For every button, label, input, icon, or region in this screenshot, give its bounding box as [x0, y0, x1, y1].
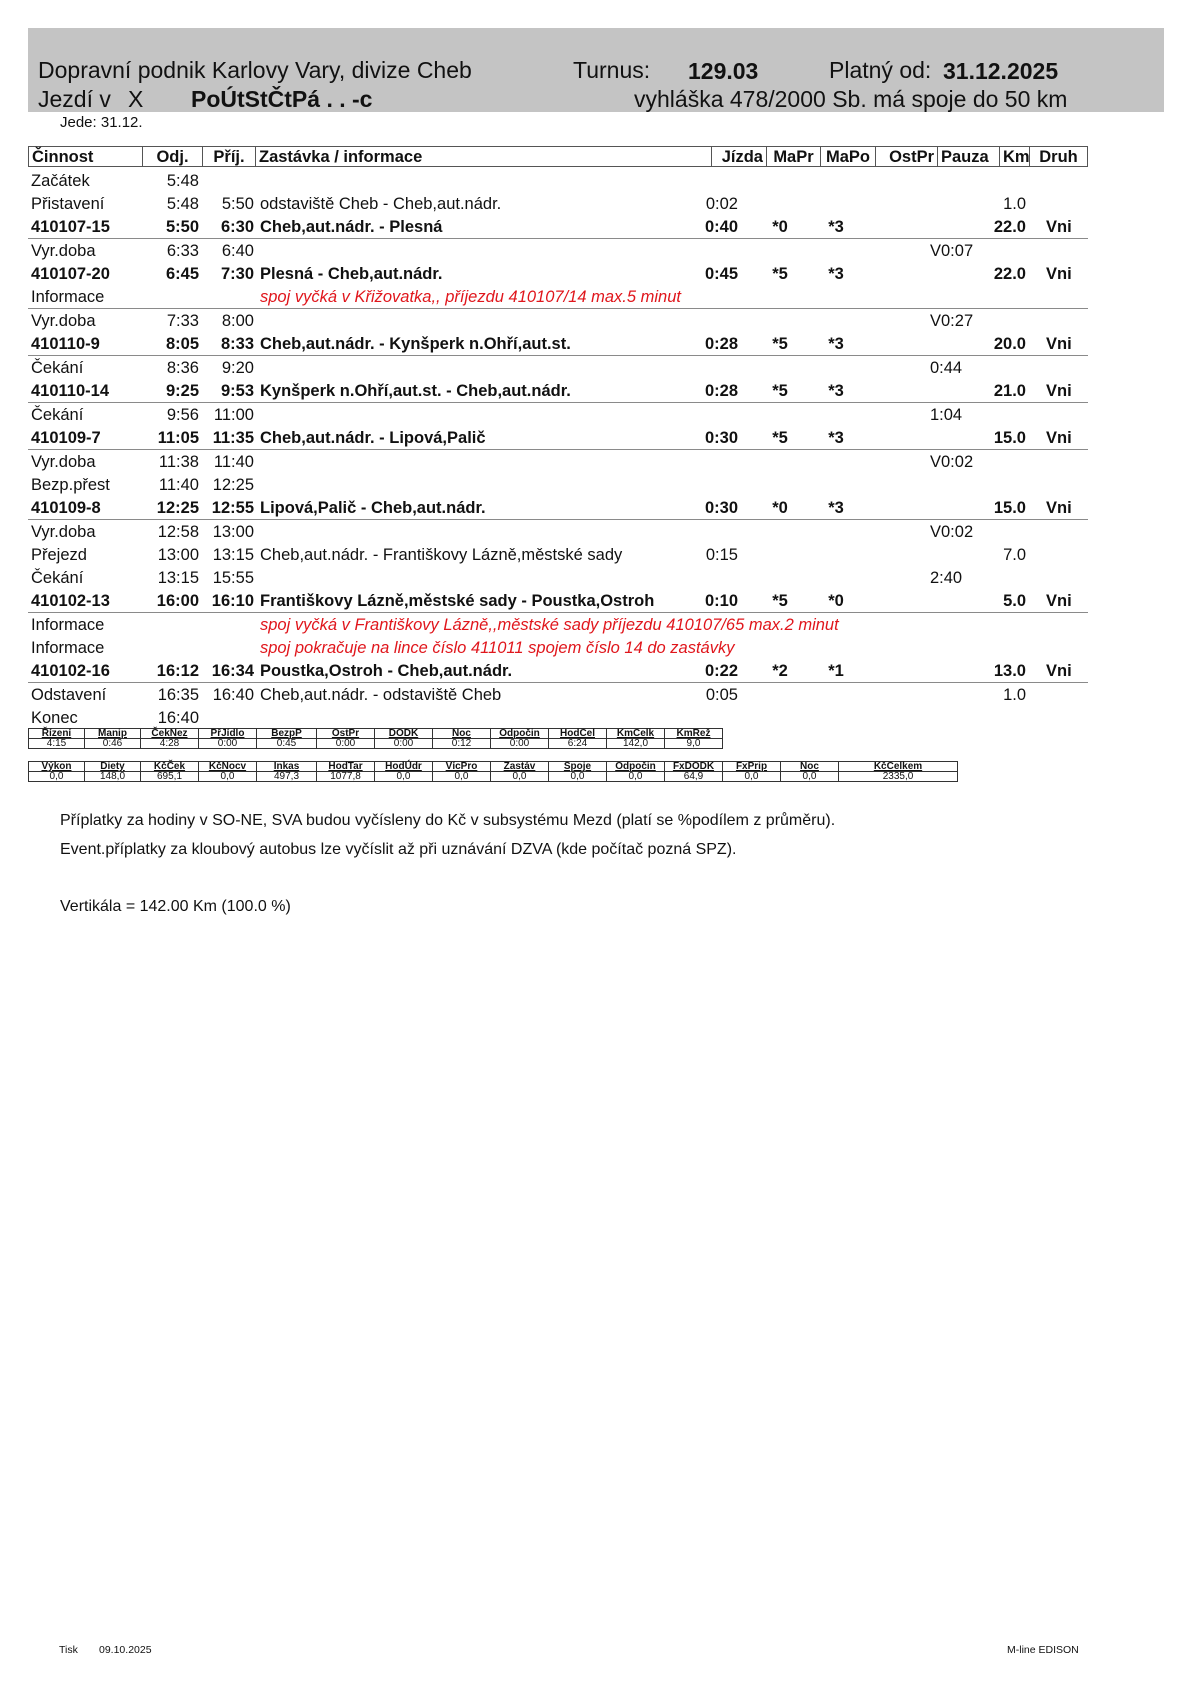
cell-jizda: 0:10 [704, 592, 738, 610]
cell-odj: 5:48 [166, 172, 199, 190]
cell-cinnost: 410102-13 [31, 592, 110, 610]
table-row [28, 239, 1088, 262]
col-ostpr: OstPr [875, 146, 937, 167]
table-header [28, 146, 1088, 169]
cell-mapo: *3 [828, 429, 844, 447]
cell-druh: Vni [1046, 592, 1072, 610]
summary-value: 0:00 [317, 739, 375, 749]
summary-value-row [29, 739, 723, 749]
summary-value: 0,0 [375, 772, 433, 782]
platny-label: Platný od: [829, 57, 932, 83]
table-row [28, 683, 1088, 706]
summary-value: 148,0 [85, 772, 141, 782]
cell-druh: Vni [1046, 499, 1072, 517]
cell-pri: 7:30 [220, 265, 254, 283]
cell-odj: 16:40 [157, 709, 199, 727]
cell-pri: 8:00 [221, 312, 254, 330]
cell-pauza: V0:02 [930, 523, 974, 541]
summary-value: 4:15 [29, 739, 85, 749]
col-pri: Příj. [202, 146, 255, 167]
summary-value: 0:46 [85, 739, 141, 749]
cell-odj: 11:05 [157, 429, 199, 447]
col-jizda: Jízda [711, 146, 766, 167]
cell-jizda: 0:28 [704, 335, 738, 353]
cell-km: 15.0 [993, 499, 1026, 517]
cell-odj: 13:15 [157, 569, 199, 587]
summary-header: HodCel [549, 729, 607, 739]
jezdi-x: X [128, 86, 144, 112]
summary-value: 0:12 [433, 739, 491, 749]
cell-zastavka: Cheb,aut.nádr. - Lipová,Palič [260, 429, 486, 447]
cell-pauza: 0:44 [930, 359, 963, 377]
cell-pri: 11:00 [213, 406, 254, 424]
cell-mapo: *3 [828, 382, 844, 400]
cell-odj: 13:00 [157, 546, 199, 564]
cell-cinnost: 410107-15 [31, 218, 110, 236]
cell-zastavka: Cheb,aut.nádr. - Plesná [260, 218, 443, 236]
table-body [28, 169, 1088, 729]
cell-info: spoj vyčká v Křižovatka,, příjezdu 410107/14 max.5 minut [260, 288, 681, 306]
cell-odj: 6:45 [165, 265, 199, 283]
cell-pri: 8:33 [220, 335, 254, 353]
tisk-label: Tisk [59, 1644, 78, 1656]
info-row [28, 636, 1088, 659]
table-row [28, 379, 1088, 403]
summary-value: 4:28 [141, 739, 199, 749]
cell-jizda: 0:02 [705, 195, 738, 213]
summary-value: 0,0 [433, 772, 491, 782]
summary-value: 0:00 [199, 739, 257, 749]
col-mapo: MaPo [820, 146, 875, 167]
cell-zastavka: Lipová,Palič - Cheb,aut.nádr. [260, 499, 486, 517]
cell-cinnost: Začátek [31, 172, 90, 190]
cell-druh: Vni [1046, 382, 1072, 400]
schedule-table [28, 146, 1088, 729]
summary-value: 9,0 [665, 739, 723, 749]
cell-zastavka: odstaviště Cheb - Cheb,aut.nádr. [260, 195, 502, 213]
cell-pri: 9:20 [221, 359, 254, 377]
table-row [28, 309, 1088, 332]
cell-cinnost: 410107-20 [31, 265, 110, 283]
cell-druh: Vni [1046, 429, 1072, 447]
cell-odj: 16:35 [157, 686, 199, 704]
info-row [28, 285, 1088, 309]
table-row [28, 215, 1088, 239]
summary-header: HodTar [317, 762, 375, 772]
cell-pauza: 2:40 [930, 569, 963, 587]
cell-pri: 16:10 [211, 592, 254, 610]
cell-info: spoj pokračuje na lince číslo 411011 spojem číslo 14 do zastávky [260, 639, 735, 657]
summary-value: 0,0 [491, 772, 549, 782]
cell-cinnost: Odstavení [31, 686, 107, 704]
cell-cinnost: Přejezd [31, 546, 87, 564]
cell-mapo: *0 [828, 592, 844, 610]
col-mapr: MaPr [766, 146, 820, 167]
summary-header: Manip [85, 729, 141, 739]
cell-mapo: *3 [828, 218, 844, 236]
summary-header: BezpP [257, 729, 317, 739]
table-row [28, 262, 1088, 285]
cell-cinnost: Informace [31, 639, 105, 657]
cell-odj: 8:36 [166, 359, 199, 377]
cell-cinnost: Vyr.doba [31, 312, 96, 330]
cell-mapr: *5 [772, 592, 788, 610]
cell-pri: 13:15 [212, 546, 254, 564]
summary-header: Noc [433, 729, 491, 739]
cell-cinnost: Informace [31, 288, 105, 306]
summary-header: KčCelkem [839, 762, 958, 772]
table-row [28, 496, 1088, 520]
summary-value: 497,3 [257, 772, 317, 782]
table-row [28, 332, 1088, 356]
cell-cinnost: Čekání [31, 569, 84, 587]
summary-header: PřJídlo [199, 729, 257, 739]
cell-odj: 9:25 [165, 382, 199, 400]
summary-header: KčNocv [199, 762, 257, 772]
cell-zastavka: Plesná - Cheb,aut.nádr. [260, 265, 443, 283]
cell-jizda: 0:22 [704, 662, 738, 680]
summary-table-2 [28, 761, 958, 782]
summary-value: 142,0 [607, 739, 665, 749]
cell-jizda: 0:30 [704, 499, 738, 517]
summary-header: Odpočin [491, 729, 549, 739]
cell-cinnost: Vyr.doba [31, 242, 96, 260]
company-name: Dopravní podnik Karlovy Vary, divize Cheb [38, 57, 472, 83]
col-druh: Druh [1029, 146, 1088, 167]
summary-header: KčČek [141, 762, 199, 772]
cell-jizda: 0:28 [704, 382, 738, 400]
cell-cinnost: 410109-7 [31, 429, 101, 447]
summary-header: KmCelk [607, 729, 665, 739]
cell-mapr: *5 [772, 429, 788, 447]
footer-brand: M-line EDISON [1007, 1644, 1079, 1656]
summary-header: FxDODK [665, 762, 723, 772]
summary-header: OstPr [317, 729, 375, 739]
info-row [28, 613, 1088, 636]
cell-km: 21.0 [993, 382, 1026, 400]
cell-pri: 5:50 [221, 195, 254, 213]
turnus-label: Turnus: [573, 57, 651, 83]
cell-cinnost: Přistavení [31, 195, 105, 213]
cell-mapr: *5 [772, 265, 788, 283]
note-line-1: Příplatky za hodiny v SO-NE, SVA budou vyčísleny do Kč v subsystému Mezd (platí se %podílem z průměru). [60, 812, 836, 829]
summary-value: 0:00 [491, 739, 549, 749]
table-row [28, 520, 1088, 543]
cell-km: 22.0 [993, 218, 1026, 236]
cell-cinnost: Konec [31, 709, 78, 727]
summary-value: 1077,8 [317, 772, 375, 782]
cell-jizda: 0:40 [704, 218, 738, 236]
cell-odj: 11:40 [158, 476, 199, 494]
cell-druh: Vni [1046, 265, 1072, 283]
cell-pri: 11:35 [212, 429, 254, 447]
cell-mapr: *0 [772, 499, 788, 517]
summary-value: 695,1 [141, 772, 199, 782]
table-row [28, 450, 1088, 473]
summary-table-1 [28, 728, 723, 749]
cell-pri: 15:55 [212, 569, 254, 587]
col-zastavka: Zastávka / informace [255, 146, 711, 167]
cell-mapr: *5 [772, 382, 788, 400]
cell-zastavka: Kynšperk n.Ohří,aut.st. - Cheb,aut.nádr. [260, 382, 571, 400]
summary-value: 0,0 [607, 772, 665, 782]
cell-odj: 11:38 [158, 453, 199, 471]
summary-header-row [29, 762, 958, 772]
cell-zastavka: Františkovy Lázně,městské sady - Poustka,Ostroh [260, 592, 655, 610]
cell-odj: 5:50 [165, 218, 199, 236]
cell-km: 1.0 [1003, 195, 1026, 213]
cell-pauza: V0:02 [930, 453, 974, 471]
summary-value: 0,0 [29, 772, 85, 782]
cell-km: 5.0 [1003, 592, 1026, 610]
cell-odj: 7:33 [166, 312, 199, 330]
summary-header-row [29, 729, 723, 739]
operating-days: PoÚtStČtPá . . -c [191, 86, 373, 112]
table-row [28, 473, 1088, 496]
cell-cinnost: 410110-9 [31, 335, 100, 353]
cell-mapo: *1 [828, 662, 844, 680]
cell-pri: 13:00 [212, 523, 254, 541]
summary-value: 0,0 [723, 772, 781, 782]
vertikala: Vertikála = 142.00 Km (100.0 %) [60, 898, 291, 915]
cell-pri: 11:40 [213, 453, 254, 471]
platny-value: 31.12.2025 [943, 58, 1059, 84]
summary-header: ČekNez [141, 729, 199, 739]
summary-value: 0,0 [781, 772, 839, 782]
cell-mapr: *5 [772, 335, 788, 353]
summary-header: Výkon [29, 762, 85, 772]
cell-cinnost: Bezp.přest [31, 476, 110, 494]
cell-zastavka: Cheb,aut.nádr. - Kynšperk n.Ohří,aut.st. [260, 335, 571, 353]
table-row [28, 356, 1088, 379]
cell-cinnost: 410102-16 [31, 662, 110, 680]
summary-header: DODK [375, 729, 433, 739]
cell-odj: 6:33 [166, 242, 199, 260]
summary-value: 0,0 [199, 772, 257, 782]
summary-header: FxPrip [723, 762, 781, 772]
cell-km: 15.0 [993, 429, 1026, 447]
cell-km: 20.0 [993, 335, 1026, 353]
cell-mapo: *3 [828, 335, 844, 353]
cell-pauza: 1:04 [930, 406, 963, 424]
table-row [28, 706, 1088, 729]
cell-pauza: V0:07 [930, 242, 974, 260]
summary-value: 0:00 [375, 739, 433, 749]
cell-odj: 5:48 [166, 195, 199, 213]
cell-pauza: V0:27 [930, 312, 974, 330]
cell-cinnost: Informace [31, 616, 105, 634]
summary-value: 64,9 [665, 772, 723, 782]
summary-header: KmRež [665, 729, 723, 739]
cell-km: 1.0 [1003, 686, 1026, 704]
summary-header: Odpočin [607, 762, 665, 772]
summary-header: Diety [85, 762, 141, 772]
cell-km: 13.0 [993, 662, 1026, 680]
cell-druh: Vni [1046, 218, 1072, 236]
cell-cinnost: 410110-14 [31, 382, 109, 400]
cell-cinnost: 410109-8 [31, 499, 101, 517]
col-cinnost: Činnost [28, 146, 142, 167]
summary-header: Inkas [257, 762, 317, 772]
cell-zastavka: Poustka,Ostroh - Cheb,aut.nádr. [260, 662, 513, 680]
summary-header: VícPro [433, 762, 491, 772]
cell-pri: 6:30 [220, 218, 254, 236]
table-row [28, 589, 1088, 613]
tisk-date: 09.10.2025 [99, 1644, 152, 1656]
table-row [28, 426, 1088, 450]
cell-mapr: *0 [772, 218, 788, 236]
cell-km: 7.0 [1003, 546, 1026, 564]
cell-zastavka: Cheb,aut.nádr. - odstaviště Cheb [260, 686, 502, 704]
turnus-value: 129.03 [688, 58, 759, 84]
table-row [28, 543, 1088, 566]
cell-mapo: *3 [828, 265, 844, 283]
cell-pri: 16:34 [211, 662, 254, 680]
table-row [28, 192, 1088, 215]
cell-info: spoj vyčká v Františkovy Lázně,,městské sady příjezdu 410107/65 max.2 minut [260, 616, 839, 634]
jede-date: Jede: 31.12. [60, 114, 143, 131]
summary-header: Spoje [549, 762, 607, 772]
cell-pri: 6:40 [221, 242, 254, 260]
summary-value-row [29, 772, 958, 782]
col-odj: Odj. [142, 146, 202, 167]
cell-zastavka: Cheb,aut.nádr. - Františkovy Lázně,městské sady [260, 546, 623, 564]
cell-cinnost: Vyr.doba [31, 453, 96, 471]
cell-odj: 16:00 [156, 592, 199, 610]
cell-jizda: 0:15 [705, 546, 738, 564]
cell-jizda: 0:30 [704, 429, 738, 447]
cell-pri: 9:53 [220, 382, 254, 400]
cell-pri: 12:25 [212, 476, 254, 494]
cell-odj: 8:05 [165, 335, 199, 353]
vyhlaska: vyhláška 478/2000 Sb. má spoje do 50 km [634, 86, 1068, 112]
summary-value: 0,0 [549, 772, 607, 782]
summary-value: 0:45 [257, 739, 317, 749]
cell-odj: 16:12 [156, 662, 199, 680]
cell-odj: 12:25 [156, 499, 199, 517]
table-row [28, 659, 1088, 683]
summary-header: Řízení [29, 729, 85, 739]
cell-odj: 9:56 [166, 406, 199, 424]
cell-pri: 12:55 [211, 499, 254, 517]
table-row [28, 566, 1088, 589]
jezdi-label: Jezdí v [38, 86, 111, 112]
summary-header: Noc [781, 762, 839, 772]
summary-value: 2335,0 [839, 772, 958, 782]
cell-odj: 12:58 [157, 523, 199, 541]
table-row [28, 403, 1088, 426]
table-row [28, 169, 1088, 192]
summary-value: 6:24 [549, 739, 607, 749]
cell-cinnost: Čekání [31, 406, 84, 424]
cell-km: 22.0 [993, 265, 1026, 283]
summary-header: HodÚdr [375, 762, 433, 772]
cell-jizda: 0:45 [704, 265, 738, 283]
cell-jizda: 0:05 [705, 686, 738, 704]
cell-mapr: *2 [772, 662, 788, 680]
cell-mapo: *3 [828, 499, 844, 517]
cell-pri: 16:40 [212, 686, 254, 704]
cell-cinnost: Vyr.doba [31, 523, 96, 541]
cell-druh: Vni [1046, 662, 1072, 680]
col-km: Km [999, 146, 1029, 167]
note-line-2: Event.příplatky za kloubový autobus lze vyčíslit až při uznávání DZVA (kde počítač pozná SPZ). [60, 841, 737, 858]
cell-cinnost: Čekání [31, 359, 84, 377]
cell-druh: Vni [1046, 335, 1072, 353]
col-pauza: Pauza [937, 146, 999, 167]
summary-header: Zastáv [491, 762, 549, 772]
